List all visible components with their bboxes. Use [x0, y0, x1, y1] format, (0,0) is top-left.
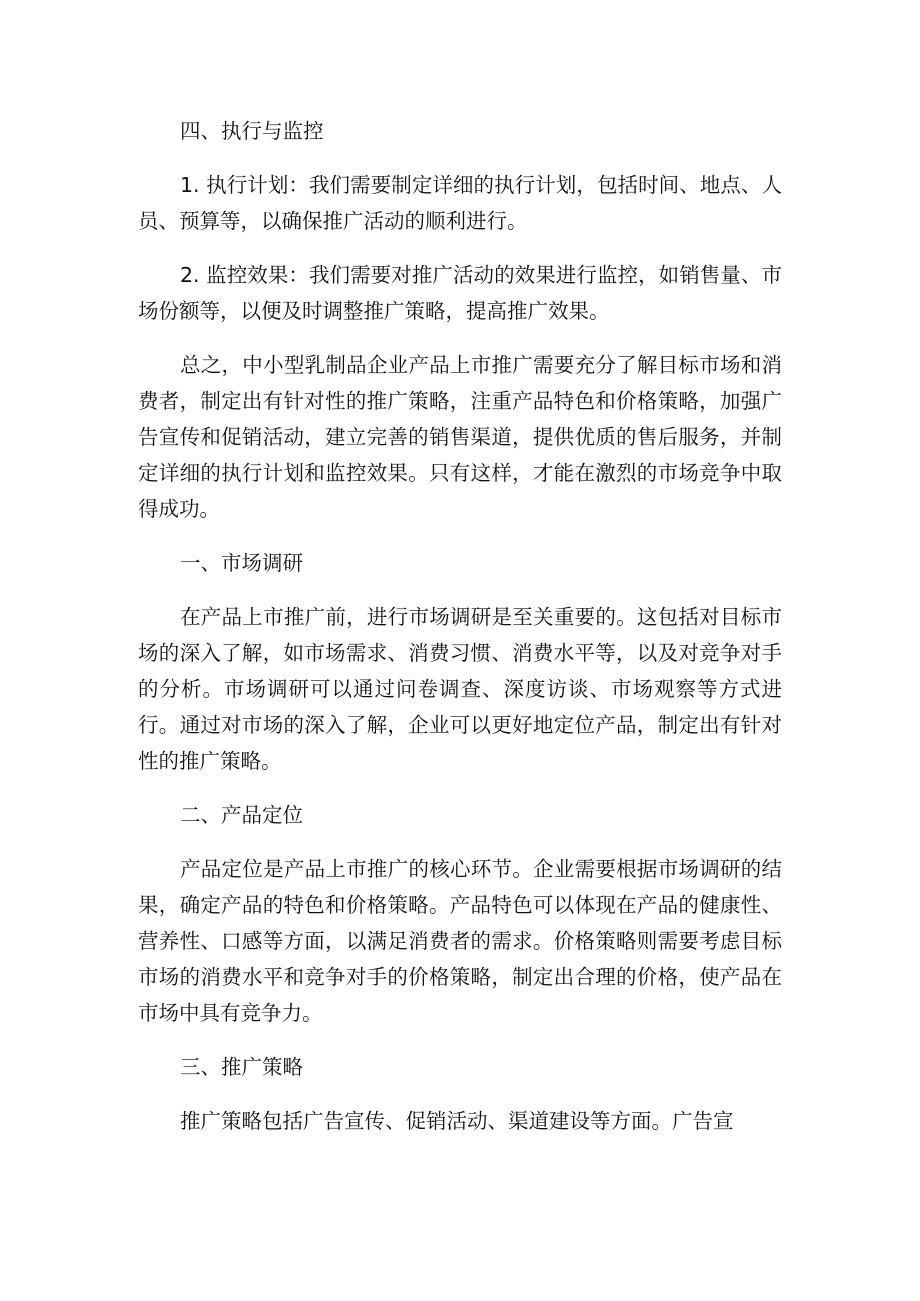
section3-body: 推广策略包括广告宣传、促销活动、渠道建设等方面。广告宣 [180, 1109, 734, 1133]
section3-title: 三、推广策略 [180, 1055, 303, 1079]
section1-body: 在产品上市推广前，进行市场调研是至关重要的。这包括对目标市场的深入了解，如市场需求、消费习惯、消费水平等，以及对竞争对手的分析。市场调研可以通过问卷调查、深度访谈、市场观察等方式进行。通过对市场的深入了解，企业可以更好地定位产品，制定出有针对性的推广策略。 [138, 605, 782, 773]
section4-item2: 2. 监控效果：我们需要对推广活动的效果进行监控，如销售量、市场份额等，以便及时调整推广策略，提高推广效果。 [138, 263, 782, 323]
section4-title: 四、执行与监控 [180, 119, 324, 143]
conclusion-paragraph: 总之，中小型乳制品企业产品上市推广需要充分了解目标市场和消费者，制定出有针对性的推广策略，注重产品特色和价格策略，加强广告宣传和促销活动，建立完善的销售渠道，提供优质的售后服务，并制定详细的执行计划和监控效果。只有这样，才能在激烈的市场竞争中取得成功。 [138, 353, 782, 521]
document-body [138, 113, 782, 1139]
section4-item1: 1. 执行计划：我们需要制定详细的执行计划，包括时间、地点、人员、预算等，以确保推广活动的顺利进行。 [138, 173, 782, 233]
section2-body: 产品定位是产品上市推广的核心环节。企业需要根据市场调研的结果，确定产品的特色和价格策略。产品特色可以体现在产品的健康性、营养性、口感等方面，以满足消费者的需求。价格策略则需要考虑目标市场的消费水平和竞争对手的价格策略，制定出合理的价格，使产品在市场中具有竞争力。 [138, 857, 782, 1025]
section2-title: 二、产品定位 [180, 803, 303, 827]
section1-title: 一、市场调研 [180, 551, 303, 575]
